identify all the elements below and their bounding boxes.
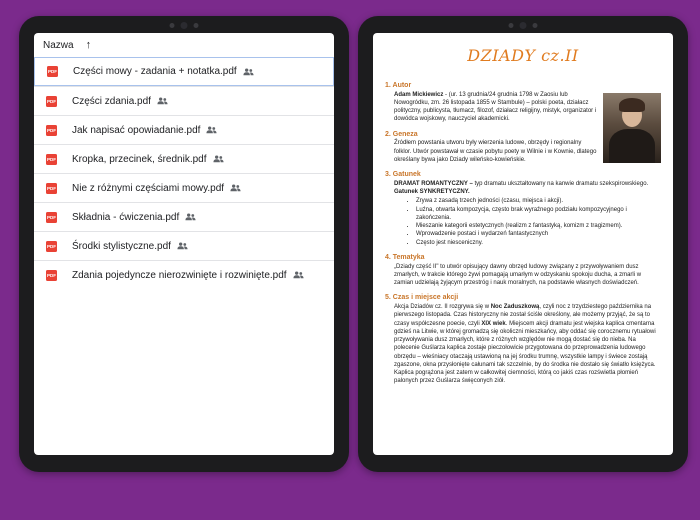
section-heading-genesis: 2. Geneza (385, 130, 418, 138)
file-name: Jak napisać opowiadanie.pdf (72, 124, 201, 136)
author-portrait-image (603, 93, 661, 163)
genre-bullets (394, 197, 661, 247)
genesis-text: Źródłem powstania utworu były wierzenia ludowe, obrzędy i regionalny folklor. Utwór powstawał w czasie pobytu poety w Wilnie i w Kownie, dlatego określany bywa jako Dziady wileńsko-kowieńskie. (394, 140, 597, 163)
pdf-file-icon: PDF (46, 96, 57, 107)
shared-people-icon (243, 68, 254, 76)
camera-bar (509, 22, 538, 29)
file-name: Składnia - ćwiczenia.pdf (72, 211, 180, 223)
shared-people-icon (206, 126, 217, 134)
camera-bar (170, 22, 199, 29)
file-name: Zdania pojedyncze nierozwinięte i rozwinięte.pdf (72, 269, 287, 281)
file-name: Kropka, przecinek, średnik.pdf (72, 153, 207, 165)
file-name: Części mowy - zadania + notatka.pdf (73, 66, 237, 77)
list-item: • Zrywa z zasadą trzech jedności (czasu, miejsca i akcji). (416, 197, 661, 205)
file-row[interactable] (34, 173, 334, 202)
right-tablet (358, 16, 688, 472)
pdf-file-icon: PDF (46, 241, 57, 252)
pdf-file-icon: PDF (46, 125, 57, 136)
pdf-file-icon: PDF (46, 154, 57, 165)
list-header (34, 33, 334, 57)
name-column-header[interactable]: Nazwa (43, 39, 74, 51)
file-row[interactable] (34, 202, 334, 231)
shared-people-icon (213, 155, 224, 163)
file-row[interactable] (34, 144, 334, 173)
list-item: • Często jest niesceniczny. (416, 239, 661, 247)
section-heading-time-place: 5. Czas i miejsce akcji (385, 294, 459, 302)
list-item: • Wprowadzenie postaci i wydarzeń fantastycznych (416, 230, 661, 238)
file-name: Części zdania.pdf (72, 95, 151, 107)
shared-people-icon (230, 184, 241, 192)
file-row[interactable] (34, 86, 334, 115)
file-row[interactable] (34, 115, 334, 144)
document-screen (373, 33, 673, 455)
section-heading-genre: 3. Gatunek (385, 171, 421, 179)
left-tablet (19, 16, 349, 472)
document-title: DZIADY cz.II (467, 46, 579, 65)
genre-syncretic: Gatunek SYNKRETYCZNY. (394, 189, 470, 196)
shared-people-icon (157, 97, 168, 105)
author-name: Adam Mickiewicz (394, 91, 444, 98)
file-name: Nie z różnymi częściami mowy.pdf (72, 182, 225, 194)
genre-type: DRAMAT ROMANTYCZNY – (394, 180, 473, 187)
file-row[interactable] (34, 260, 334, 289)
file-list-screen (34, 33, 334, 455)
shared-people-icon (177, 242, 188, 250)
section-heading-theme: 4. Tematyka (385, 253, 425, 261)
pdf-file-icon: PDF (46, 212, 57, 223)
pdf-file-icon: PDF (47, 66, 58, 77)
section-heading-author: 1. Autor (385, 82, 412, 89)
time-place-text: Akcja Dziadów cz. II rozgrywa się w Noc Zaduszkową, czyli noc z trzydziestego października na pierwszego listopada. Czas historyczny nie został ściśle określony, ale możemy przyjąć, że są to czasy współczesne poecie, czyli XIX wiek. Miejscem akcji dramatu jest wiejska kaplica cmentarna gdzieś na Litwie, w której gromadzą się okoliczni mieszkańcy, aby oddać się corocznemu rytuałowi przywoływania dusz zmarłych, które z różnych względów nie mogą dostać się do nieba. Na polecenie Guślarza kaplica zostaje pieczołowicie przygotowana do przeprowadzenia ludowego obrzędu – wieśniacy otaczają ustawioną na jej środku trumnę, wszystkie lampy i świece zostają zgaszone, okna przysłonięte całunami tak szczelnie, by do środka nie dostało się światło księżyca. Kaplica pogrążona jest zatem w całkowitej ciemności, którą co jakiś czas rozświetla płomień palonych przez Guślarza święconych ziół. (394, 304, 656, 385)
arrow-up-icon[interactable]: ↑ (85, 39, 92, 51)
author-bio: - (ur. 13 grudnia/24 grudnia 1798 w Zaosiu lub Nowogródku, zm. 26 listopada 1855 w Stambule) – polski poeta, działacz polityczny, publicysta, tłumacz, filozof, działacz religijny, mistyk, organizator i dowódca wojskowy, nauczyciel akademicki. (394, 91, 597, 123)
file-row[interactable] (34, 231, 334, 260)
pdf-file-icon: PDF (46, 270, 57, 281)
list-item: • Luźna, otwarta kompozycja, często brak wyraźnego podziału kompozycyjnego i zakończenia. (416, 206, 661, 223)
theme-text: „Dziady część II" to utwór opisujący dawny obrzęd ludowy związany z przywoływaniem dusz zmarłych, w trakcie którego żywi pomagają umarłym w odzyskaniu spokoju ducha, a zmarli w zamian udzielają żyjącym przestróg i nauk moralnych, na podstawie własnych doświadczeń. (394, 263, 642, 287)
file-name: Środki stylistyczne.pdf (72, 240, 171, 252)
file-row[interactable] (34, 57, 334, 86)
document-page (373, 45, 673, 386)
shared-people-icon (293, 271, 304, 279)
shared-people-icon (185, 213, 196, 221)
file-list (34, 57, 334, 289)
pdf-file-icon: PDF (46, 183, 57, 194)
genre-desc: typ dramatu ukształtowany na kanwie dramatu szekspirowskiego. (472, 180, 649, 187)
list-item: • Mieszanie kategorii estetycznych (realizm z fantastyką, komizm z tragizmem). (416, 222, 661, 230)
